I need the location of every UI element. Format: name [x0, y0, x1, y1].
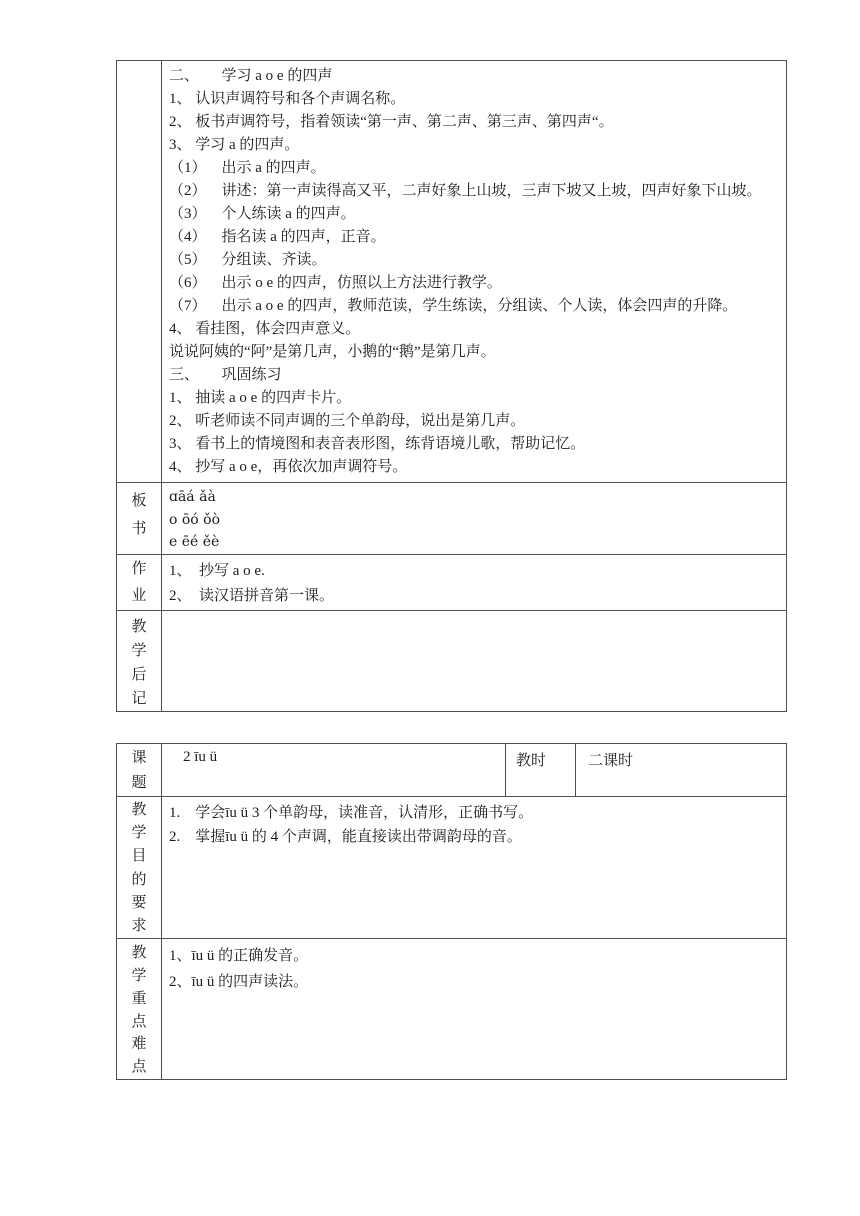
teaching-notes-label: 教学后记 [131, 619, 147, 707]
pinyin-line: e ēé ěè [169, 534, 220, 550]
step-line: 二、 学习 a o e 的四声 [169, 68, 333, 84]
step-line: （4） 指名读 a 的四声，正音。 [169, 229, 386, 245]
board-writing-label: 板书 [131, 493, 147, 537]
topic-header-cell [117, 744, 162, 797]
homework-header-cell [117, 555, 162, 611]
keypoints-content [162, 939, 787, 1080]
pinyin-line: o ōó ǒò [169, 511, 221, 528]
keypoints-header-cell [117, 939, 162, 1080]
topic-label: 课题 [131, 750, 147, 791]
lesson1-plan-table [116, 60, 787, 712]
objective-line: 1. 学会īu ü 3 个单韵母，读准音，认清形，正确书写。 [169, 805, 534, 821]
objectives-content [162, 797, 787, 939]
step-line: 4、 看挂图，体会四声意义。 [169, 321, 361, 337]
lesson2-objectives-row [117, 797, 787, 939]
step-line: （1） 出示 a 的四声。 [169, 160, 326, 176]
class-period-value: 二课时 [576, 744, 787, 797]
lesson2-topic-row [117, 744, 787, 797]
step-line: 4、 抄写 a o e，再依次加声调符号。 [169, 459, 408, 475]
step-line: 2、 板书声调符号，指着领读“第一声、第二声、第三声、第四声“。 [169, 114, 614, 130]
step-line: 1、 认识声调符号和各个声调名称。 [169, 91, 406, 107]
step-line: 3、 看书上的情境图和表音表形图，练背语境儿歌，帮助记忆。 [169, 436, 586, 452]
step-line: 三、 巩固练习 [169, 367, 282, 383]
step-line: （6） 出示 o e 的四声，仿照以上方法进行教学。 [169, 275, 502, 291]
topic-value: 2 īu ü [162, 744, 506, 797]
lesson2-plan-table [116, 743, 787, 1080]
teaching-notes-header-cell [117, 611, 162, 712]
board-writing-content [162, 483, 787, 555]
step-line: （3） 个人练读 a 的四声。 [169, 206, 356, 222]
homework-line: 1、 抄写 a o e. [169, 563, 265, 579]
step-line: 3、 学习 a 的四声。 [169, 137, 300, 153]
teaching-notes-content-empty [162, 611, 787, 712]
objectives-header-cell [117, 797, 162, 939]
board-writing-header-cell [117, 483, 162, 555]
teaching-notes-row [117, 611, 787, 712]
homework-line: 2、 读汉语拼音第一课。 [169, 588, 335, 604]
keypoints-label: 教学重点难点 [131, 945, 147, 1076]
step-line: 1、 抽读 a o e 的四声卡片。 [169, 390, 352, 406]
lesson2-keypoints-row [117, 939, 787, 1080]
homework-content [162, 555, 787, 611]
board-writing-row [117, 483, 787, 555]
row-header-empty [117, 61, 162, 483]
step-line: （7） 出示 a o e 的四声，教师范读，学生练读，分组读、个人读，体会四声的升降。 [169, 298, 738, 314]
step-line: （2） 讲述：第一声读得高又平，二声好象上山坡，三声下坡又上坡，四声好象下山坡。 [169, 183, 762, 199]
homework-row [117, 555, 787, 611]
step-line: 2、 听老师读不同声调的三个单韵母，说出是第几声。 [169, 413, 526, 429]
homework-label: 作业 [131, 561, 147, 604]
class-period-label: 教时 [506, 744, 576, 797]
step-line: 说说阿姨的“阿”是第几声，小鹅的“鹅”是第几声。 [169, 344, 496, 360]
keypoint-line: 1、īu ü 的正确发音。 [169, 948, 309, 965]
objectives-label: 教学目的要求 [131, 802, 147, 935]
lesson1-teaching-steps [162, 61, 787, 483]
lesson1-steps-row [117, 61, 787, 483]
objective-line: 2. 掌握īu ü 的 4 个声调，能直接读出带调韵母的音。 [169, 829, 522, 845]
pinyin-line: ɑāá ǎà [169, 489, 216, 505]
keypoint-line: 2、īu ü 的四声读法。 [169, 974, 309, 991]
step-line: （5） 分组读、齐读。 [169, 252, 327, 268]
